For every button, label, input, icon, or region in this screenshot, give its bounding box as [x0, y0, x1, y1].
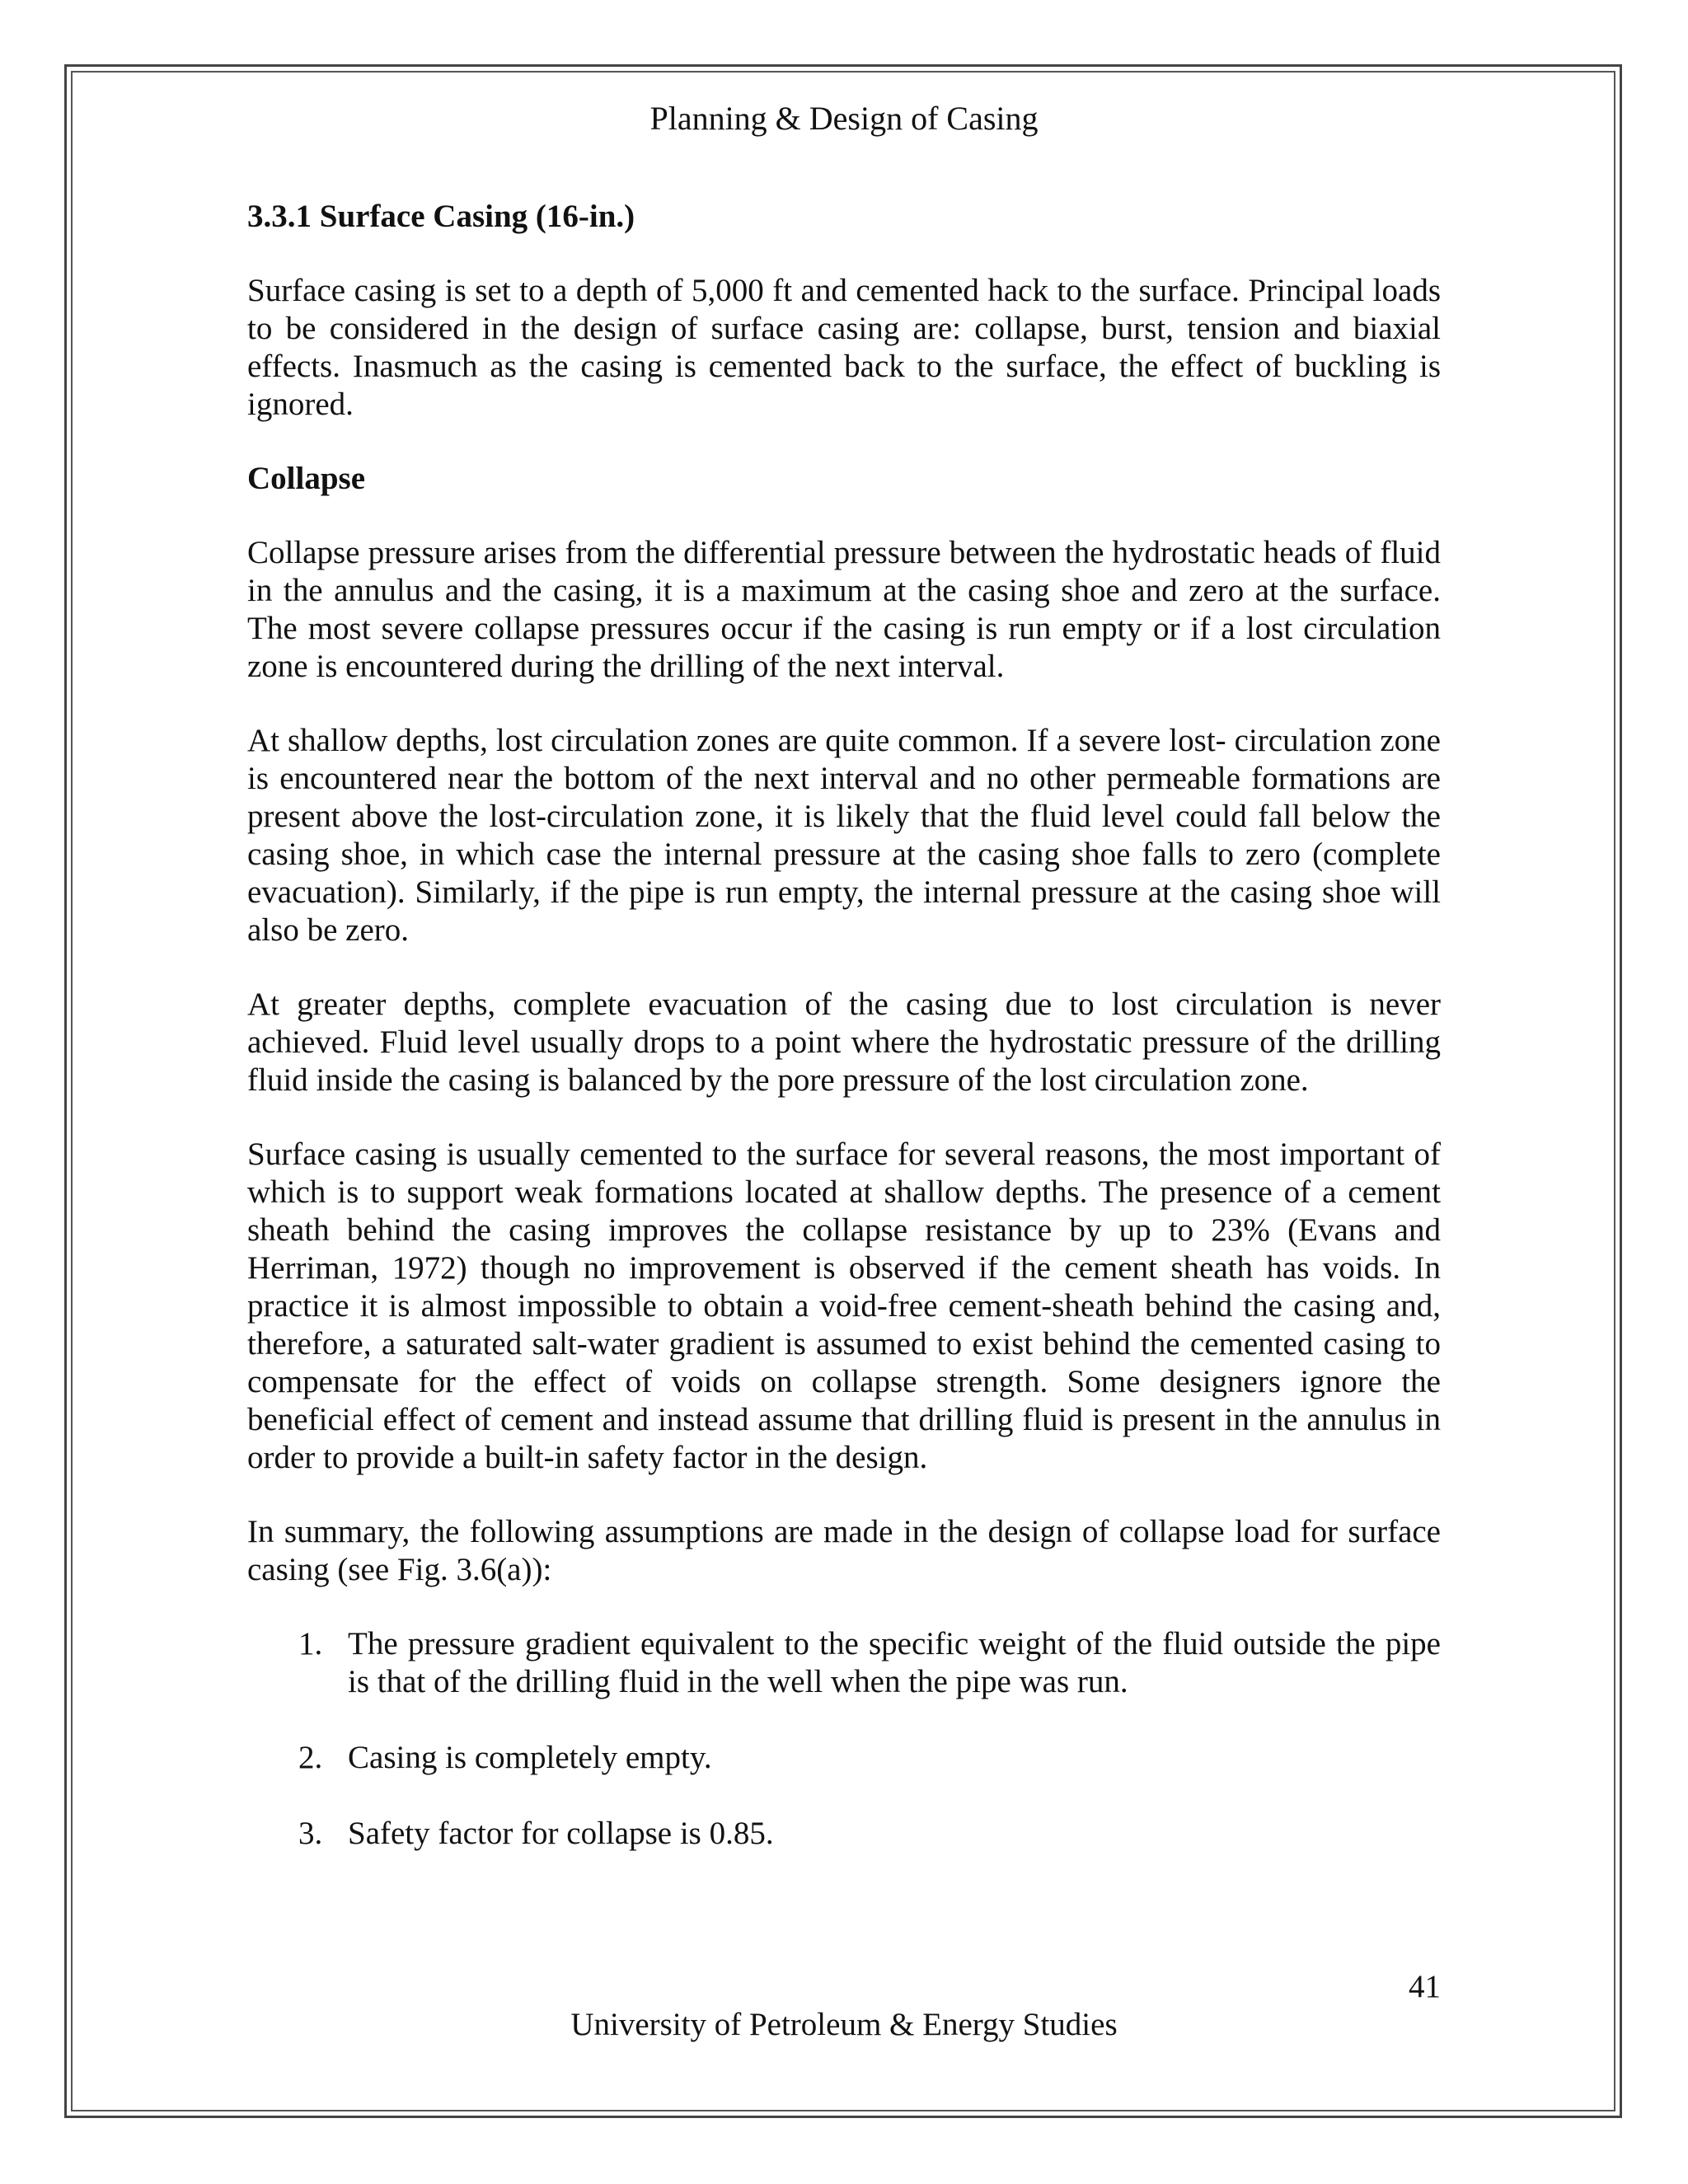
section-intro-paragraph: Surface casing is set to a depth of 5,000 ft and cemented hack to the surface. Principal loads to be considered in the design of surface casing are: collapse, burst, tension and biaxial effects. Inasmuch as the casing is cemented back to the surface, the effect of buckling is ignored.: [247, 273, 1441, 422]
collapse-paragraph: Collapse pressure arises from the differential pressure between the hydrostatic heads of fluid in the annulus and the casing, it is a maximum at the casing shoe and zero at the surface. The most severe collapse pressures occur if the casing is run empty or if a lost circulation zone is encountered during the drilling of the next interval.: [247, 535, 1441, 684]
collapse-paragraph: At shallow depths, lost circulation zones are quite common. If a severe lost- circulation zone is encountered near the bottom of the next interval and no other permeable formations are present above the lost-circulation zone, it is likely that the fluid level could fall below the casing shoe, in which case the internal pressure at the casing shoe falls to zero (complete evacuation). Similarly, if the pipe is run empty, the internal pressure at the casing shoe will also be zero.: [247, 723, 1441, 948]
collapse-paragraph: At greater depths, complete evacuation of the casing due to lost circulation is never achieved. Fluid level usually drops to a point where the hydrostatic pressure of the drilling fluid inside the casing is balanced by the pore pressure of the lost circulation zone.: [247, 987, 1441, 1098]
list-item-number: 2.: [298, 1740, 323, 1775]
list-item-number: 1.: [298, 1626, 323, 1661]
collapse-paragraph: Surface casing is usually cemented to the surface for several reasons, the most important of which is to support weak formations located at shallow depths. The presence of a cement sheath behind the casing improves the collapse resistance by up to 23% (Evans and Herriman, 1972) though no improvement is observed if the cement sheath has voids. In practice it is almost impossible to obtain a void-free cement-sheath behind the casing and, therefore, a saturated salt-water gradient is assumed to exist behind the cemented casing to compensate for the effect of voids on collapse strength. Some designers ignore the beneficial effect of cement and instead assume that drilling fluid is present in the annulus in order to provide a built-in safety factor in the design.: [247, 1137, 1441, 1475]
list-item-text: Casing is completely empty.: [348, 1740, 712, 1775]
collapse-heading: Collapse: [247, 461, 366, 496]
page-number: 41: [1409, 1969, 1441, 2004]
assumptions-list: [247, 1625, 1441, 1853]
list-item: [247, 1625, 1441, 1701]
list-item: [247, 1815, 1441, 1853]
list-item-text: Safety factor for collapse is 0.85.: [348, 1816, 774, 1851]
list-item-number: 3.: [298, 1816, 323, 1851]
list-item-text: The pressure gradient equivalent to the specific weight of the fluid outside the pipe is that of the drilling fluid in the well when the pipe was run.: [348, 1626, 1441, 1699]
running-header: Planning & Design of Casing: [649, 100, 1039, 137]
collapse-summary-paragraph: In summary, the following assumptions are made in the design of collapse load for surface casing (see Fig. 3.6(a)):: [247, 1514, 1441, 1587]
page-content: [247, 198, 1441, 1891]
list-item: [247, 1739, 1441, 1777]
section-heading: 3.3.1 Surface Casing (16-in.): [247, 199, 635, 234]
running-footer: University of Petroleum & Energy Studies: [570, 2007, 1118, 2042]
